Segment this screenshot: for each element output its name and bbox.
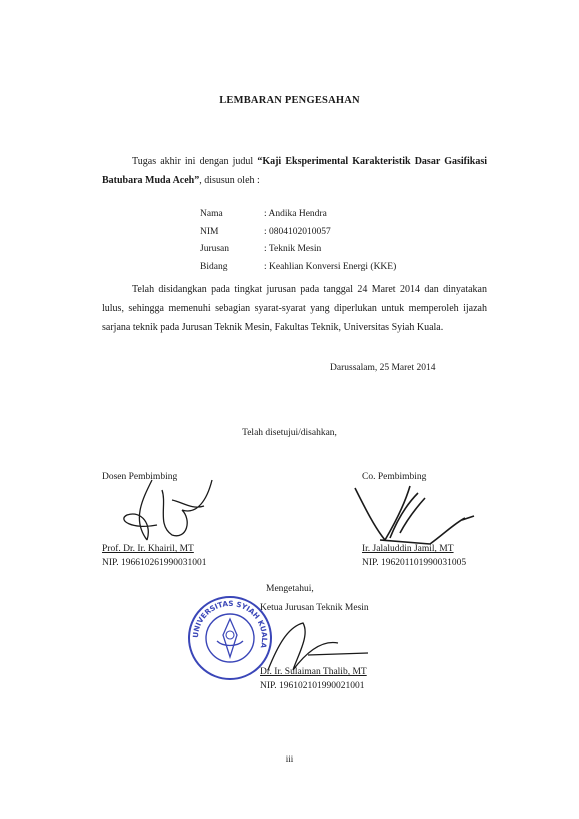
acknowledged-label: Mengetahui, bbox=[266, 584, 314, 594]
head-block bbox=[260, 665, 367, 693]
document-title: LEMBARAN PENGESAHAN bbox=[219, 95, 360, 106]
approved-label: Telah disetujui/disahkan, bbox=[242, 428, 337, 438]
info-label: NIM bbox=[200, 226, 219, 237]
intro-prefix: Tugas akhir ini dengan judul bbox=[132, 156, 258, 167]
info-label: Nama bbox=[200, 209, 223, 219]
stamp-text: UNIVERSITAS SYIAH KUALA bbox=[190, 598, 270, 650]
supervisor-role: Dosen Pembimbing bbox=[102, 472, 178, 482]
statement-paragraph bbox=[102, 280, 487, 337]
info-row bbox=[200, 206, 396, 224]
page-number: iii bbox=[285, 754, 294, 764]
co-supervisor-role: Co. Pembimbing bbox=[362, 472, 427, 482]
info-label: Jurusan bbox=[200, 244, 230, 254]
info-row bbox=[200, 241, 396, 259]
supervisor-name: Prof. Dr. Ir. Khairil, MT bbox=[102, 544, 194, 554]
info-value: : Keahlian Konversi Energi (KKE) bbox=[264, 261, 397, 272]
head-nip: NIP. 196102101990021001 bbox=[260, 681, 365, 691]
info-value: : 0804102010057 bbox=[264, 226, 331, 237]
info-value: : Teknik Mesin bbox=[264, 244, 322, 254]
info-value: : Andika Hendra bbox=[264, 209, 327, 219]
info-row bbox=[200, 259, 396, 277]
info-row bbox=[200, 224, 396, 242]
thesis-title: “Kaji Eksperimental Karakteristik Dasar Gasifikasi Batubara Muda Aceh” bbox=[102, 156, 488, 186]
supervisor-signature bbox=[112, 470, 222, 550]
co-supervisor-name: Ir. Jalaluddin Jamil, MT bbox=[362, 544, 454, 554]
co-supervisor-signature bbox=[350, 478, 480, 548]
statement-text: Telah disidangkan pada tingkat jurusan pada tanggal 24 Maret 2014 dan dinyatakan lulus, sehingga memenuhi sebagian syarat-syarat yang diperlukan untuk memperoleh ijazah sarjana teknik pada Jurusan Teknik Mesin, Fakultas Teknik, Universitas Syiah Kuala. bbox=[102, 284, 487, 333]
student-info bbox=[200, 206, 396, 276]
head-name: Dr. Ir. Sulaiman Thalib, MT bbox=[260, 667, 367, 677]
intro-suffix: , disusun oleh : bbox=[199, 175, 260, 186]
head-role: Ketua Jurusan Teknik Mesin bbox=[260, 603, 369, 613]
supervisor-nip: NIP. 196610261990031001 bbox=[102, 558, 207, 568]
co-supervisor-nip: NIP. 196201101990031005 bbox=[362, 558, 467, 568]
place-date: Darussalam, 25 Maret 2014 bbox=[330, 363, 436, 373]
intro-paragraph bbox=[102, 152, 487, 190]
info-label: Bidang bbox=[200, 261, 228, 272]
